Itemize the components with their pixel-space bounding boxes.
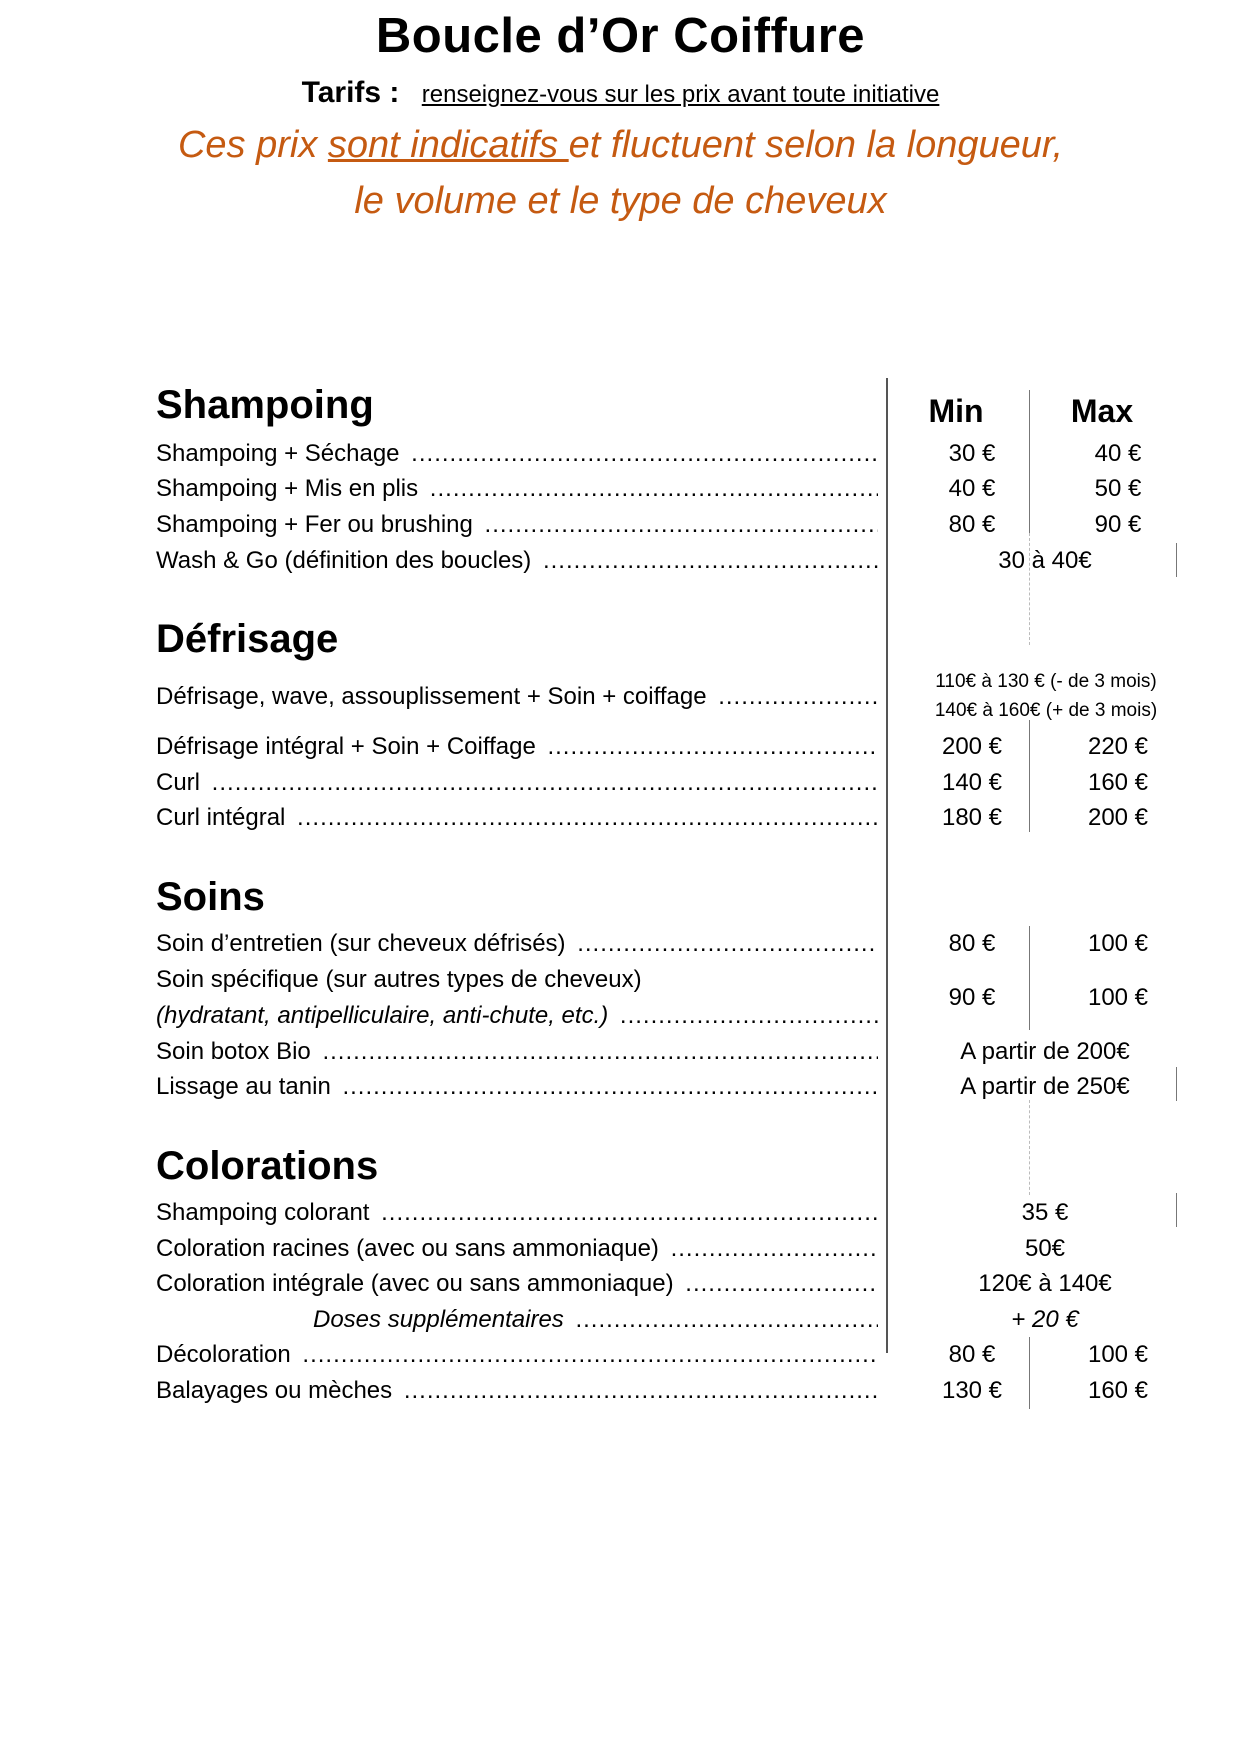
- price-row: [156, 926, 1156, 962]
- price-min: 30 €: [948, 440, 996, 467]
- price-row: [156, 1069, 1156, 1105]
- page-title: Boucle d’Or Coiffure: [375, 9, 866, 63]
- column-divider-dotted: [1029, 1100, 1030, 1195]
- service-label: Soin botox Bio .....: [156, 1034, 878, 1070]
- tarifs-label: Tarifs :: [301, 76, 400, 109]
- price-range: 30 à 40€: [998, 547, 1092, 574]
- price-from: A partir de 200€: [960, 1038, 1130, 1065]
- price-min: 80 €: [948, 511, 996, 538]
- service-label: Shampoing + Séchage .....: [156, 436, 878, 472]
- section-title-soins: Soins: [156, 875, 265, 919]
- disclaimer-underlined: sont indicatifs: [327, 124, 569, 166]
- column-header-max: Max: [1070, 393, 1134, 429]
- price-min: 140 €: [941, 769, 1003, 796]
- price-row: [156, 1337, 1156, 1373]
- price-range-under-3-months: 110€ à 130 € (- de 3 mois): [935, 671, 1157, 692]
- price-row: [156, 1195, 1156, 1231]
- price-range: 120€ à 140€: [978, 1270, 1112, 1297]
- price-max: 40 €: [1094, 440, 1142, 467]
- price-min: 130 €: [941, 1377, 1003, 1404]
- price-max: 100 €: [1087, 1341, 1149, 1368]
- price-min: 90 €: [948, 984, 996, 1011]
- service-label: Doses supplémentaires .....: [156, 1302, 878, 1338]
- service-label: Curl .....: [156, 765, 878, 801]
- price-range-over-3-months: 140€ à 160€ (+ de 3 mois): [934, 700, 1158, 721]
- price-row: [156, 1266, 1156, 1302]
- service-label: Décoloration .....: [156, 1337, 878, 1373]
- disclaimer-part: Ces prix: [177, 124, 328, 166]
- price: 50€: [1024, 1235, 1066, 1262]
- service-label: Shampoing + Fer ou brushing .....: [156, 507, 878, 543]
- price-row: [156, 962, 1156, 1034]
- price-row: [156, 1034, 1156, 1070]
- price-row: [156, 1231, 1156, 1267]
- service-label: Défrisage intégral + Soin + Coiffage .....: [156, 729, 878, 765]
- price-row: [156, 507, 1156, 543]
- service-label: Coloration intégrale (avec ou sans ammoniaque) .....: [156, 1266, 878, 1302]
- price-min: 80 €: [948, 1341, 996, 1368]
- price-min: 80 €: [948, 930, 996, 957]
- price-max: 100 €: [1087, 930, 1149, 957]
- price-disclaimer-line2: le volume et le type de cheveux: [354, 180, 887, 222]
- price-row: [156, 729, 1156, 765]
- price-from: A partir de 250€: [960, 1073, 1130, 1100]
- service-label: Wash & Go (définition des boucles) .....: [156, 543, 878, 579]
- service-label: Balayages ou mèches .....: [156, 1373, 878, 1409]
- price-row: [156, 800, 1156, 836]
- price-row: [156, 436, 1156, 472]
- price-min: 200 €: [941, 733, 1003, 760]
- price-row: [156, 667, 1156, 727]
- service-label-line2: (hydratant, antipelliculaire, anti-chute, etc.) .....: [156, 998, 878, 1034]
- price-max: 100 €: [1087, 984, 1149, 1011]
- price-max: 200 €: [1087, 804, 1149, 831]
- price-max: 160 €: [1087, 1377, 1149, 1404]
- service-label: Shampoing + Mis en plis .....: [156, 471, 878, 507]
- column-header-min: Min: [928, 393, 984, 429]
- price-row: [156, 765, 1156, 801]
- price-max: 220 €: [1087, 733, 1149, 760]
- tarifs-note: renseignez-vous sur les prix avant toute initiative: [421, 81, 940, 108]
- tarifs-line: [0, 76, 1241, 110]
- section-title-shampoing: Shampoing: [156, 383, 374, 427]
- service-label: Shampoing colorant .....: [156, 1195, 878, 1231]
- disclaimer-part: et fluctuent selon la longueur,: [568, 124, 1064, 166]
- price-row: [156, 1302, 1156, 1338]
- service-label: Curl intégral .....: [156, 800, 878, 836]
- price-row: [156, 1373, 1156, 1409]
- service-label: Défrisage, wave, assouplissement + Soin + coiffage .....: [156, 679, 878, 715]
- section-title-defrisage: Défrisage: [156, 617, 339, 661]
- price-max: 90 €: [1094, 511, 1142, 538]
- service-label: Soin d’entretien (sur cheveux défrisés) .....: [156, 926, 878, 962]
- price-min: 40 €: [948, 475, 996, 502]
- section-title-colorations: Colorations: [156, 1144, 379, 1188]
- service-label: Lissage au tanin .....: [156, 1069, 878, 1105]
- price-row: [156, 471, 1156, 507]
- service-label-line1: Soin spécifique (sur autres types de cheveux): [156, 966, 642, 993]
- price: 35 €: [1021, 1199, 1069, 1226]
- service-label: Coloration racines (avec ou sans ammoniaque) .....: [156, 1231, 878, 1267]
- price-max: 50 €: [1094, 475, 1142, 502]
- price-disclaimer-line1: [0, 124, 1241, 167]
- price-max: 160 €: [1087, 769, 1149, 796]
- price-extra: + 20 €: [1011, 1306, 1079, 1333]
- price-row: [156, 543, 1156, 579]
- price-min: 180 €: [941, 804, 1003, 831]
